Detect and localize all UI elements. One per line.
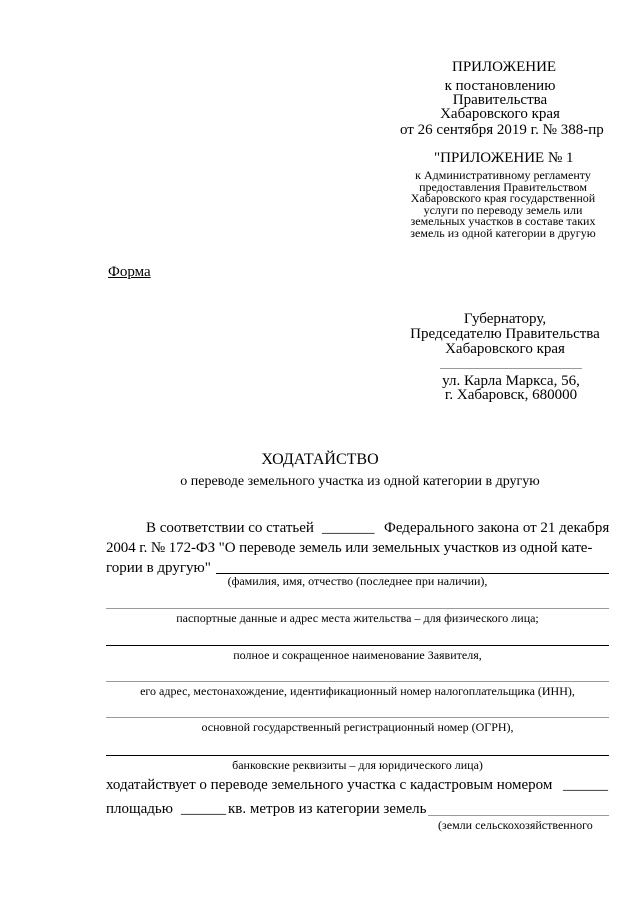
caption-fio: (фамилия, имя, отчество (последнее при наличии), <box>227 574 488 588</box>
cadastral-number-blank[interactable]: ______ <box>563 777 608 793</box>
fill-line-6[interactable] <box>106 755 609 756</box>
addressee-line: Председателю Правительства <box>410 326 600 342</box>
caption-ogrn: основной государственный регистрационный номер (ОГРН), <box>201 720 514 734</box>
article-blank[interactable]: _______ <box>322 520 375 536</box>
paragraph-line2: 2004 г. № 172-ФЗ "О переводе земель или земельных участков из одной кате- <box>106 540 593 556</box>
appendix-line: Правительства <box>452 92 548 108</box>
appendix-line: Хабаровского края <box>440 106 560 122</box>
caption-inn: его адрес, местонахождение, идентификационный номер налогоплательщика (ИНН), <box>140 684 575 698</box>
regulation-line: Хабаровского края государственной <box>410 191 596 205</box>
regulation-line: земельных участков в составе таких <box>410 214 596 228</box>
regulation-line: к Административному регламенту <box>415 168 591 182</box>
caption-bank: банковские реквизиты – для юридического лица) <box>232 758 483 772</box>
fill-line-3[interactable] <box>106 645 609 646</box>
appendix-lines <box>400 79 600 121</box>
document-title: ХОДАТАЙСТВО <box>261 451 379 468</box>
form-label: Форма <box>108 264 151 280</box>
appendix-line: к постановлению <box>444 78 556 94</box>
request-line2-a: площадью <box>106 801 173 817</box>
appendix-regulation-heading: "ПРИЛОЖЕНИЕ № 1 <box>434 150 574 166</box>
request-line2-b: кв. метров из категории земель <box>228 801 427 817</box>
appendix-heading: ПРИЛОЖЕНИЕ <box>452 59 557 75</box>
addressee-separator <box>440 368 582 369</box>
regulation-line: предоставления Правительством <box>419 179 587 194</box>
paragraph-line1-b: Федерального закона от 21 декабря <box>384 520 610 536</box>
address-block <box>430 374 592 402</box>
appendix-regulation-lines <box>398 170 608 239</box>
caption-land-category: (земли сельскохозяйственного <box>438 818 593 832</box>
addressee-line: Губернатору, <box>463 311 547 327</box>
appendix-decree-date: от 26 сентября 2019 г. № 388-пр <box>400 122 604 138</box>
regulation-line: земель из одной категории в другую <box>410 225 596 240</box>
document-subtitle: о переводе земельного участка из одной категории в другую <box>180 474 540 489</box>
caption-passport: паспортные данные и адрес места жительства – для физического лица; <box>176 611 539 625</box>
request-line1: ходатайствует о переводе земельного участка с кадастровым номером <box>106 777 553 793</box>
fill-line-2[interactable] <box>106 608 609 609</box>
area-blank[interactable]: ______ <box>181 801 226 817</box>
regulation-line: услуги по переводу земель или <box>423 202 583 217</box>
addressee-block <box>400 312 610 357</box>
caption-name: полное и сокращенное наименование Заявителя, <box>233 648 482 662</box>
land-category-line[interactable] <box>428 815 609 816</box>
fill-line-4[interactable] <box>106 681 609 682</box>
paragraph-line1-a: В соответствии со статьей <box>146 520 314 536</box>
fill-line-5[interactable] <box>106 717 609 718</box>
paragraph-line3: гории в другую" <box>106 560 211 576</box>
addressee-line: Хабаровского края <box>445 341 565 357</box>
address-line: ул. Карла Маркса, 56, <box>442 373 580 389</box>
address-line: г. Хабаровск, 680000 <box>444 387 578 403</box>
